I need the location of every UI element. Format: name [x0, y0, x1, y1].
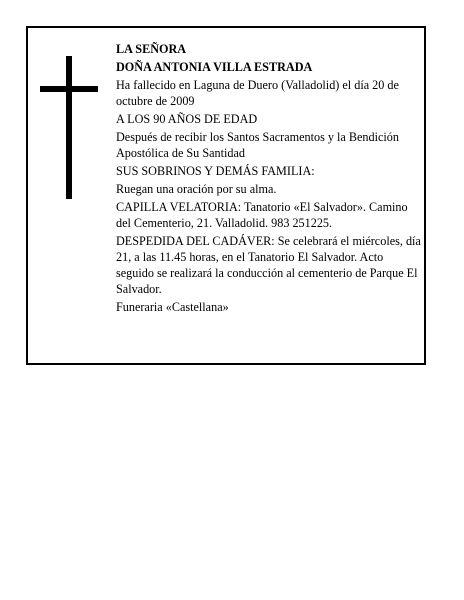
- funeral-home: Funeraria «Castellana»: [116, 300, 229, 314]
- notice-title: LA SEÑORA: [116, 42, 187, 56]
- family-line: SUS SOBRINOS Y DEMÁS FAMILIA:: [116, 164, 315, 178]
- death-statement: Ha fallecido en Laguna de Duero (Valladolid) el día 20 de octubre de 2009: [116, 78, 399, 108]
- prayer-line: Ruegan una oración por su alma.: [116, 182, 277, 196]
- sacraments-line: Después de recibir los Santos Sacramentos y la Bendición Apostólica de Su Santidad: [116, 130, 399, 160]
- deceased-name: DOÑA ANTONIA VILLA ESTRADA: [116, 60, 313, 74]
- notice-text: [116, 41, 421, 317]
- chapel-info: CAPILLA VELATORIA: Tanatorio «El Salvador». Camino del Cementerio, 21. Valladolid. 983 251225.: [116, 200, 408, 230]
- cross-horizontal-bar: [40, 86, 98, 92]
- cross-vertical-bar: [66, 56, 72, 199]
- age-line: A LOS 90 AÑOS DE EDAD: [116, 112, 258, 126]
- farewell-info: DESPEDIDA DEL CADÁVER: Se celebrará el miércoles, día 21, a las 11.45 horas, en el Tanatorio El Salvador. Acto seguido se realizará la conducción al cementerio de Parque El Salvador.: [116, 234, 421, 296]
- cross-icon: [40, 56, 98, 199]
- obituary-notice: [26, 26, 426, 365]
